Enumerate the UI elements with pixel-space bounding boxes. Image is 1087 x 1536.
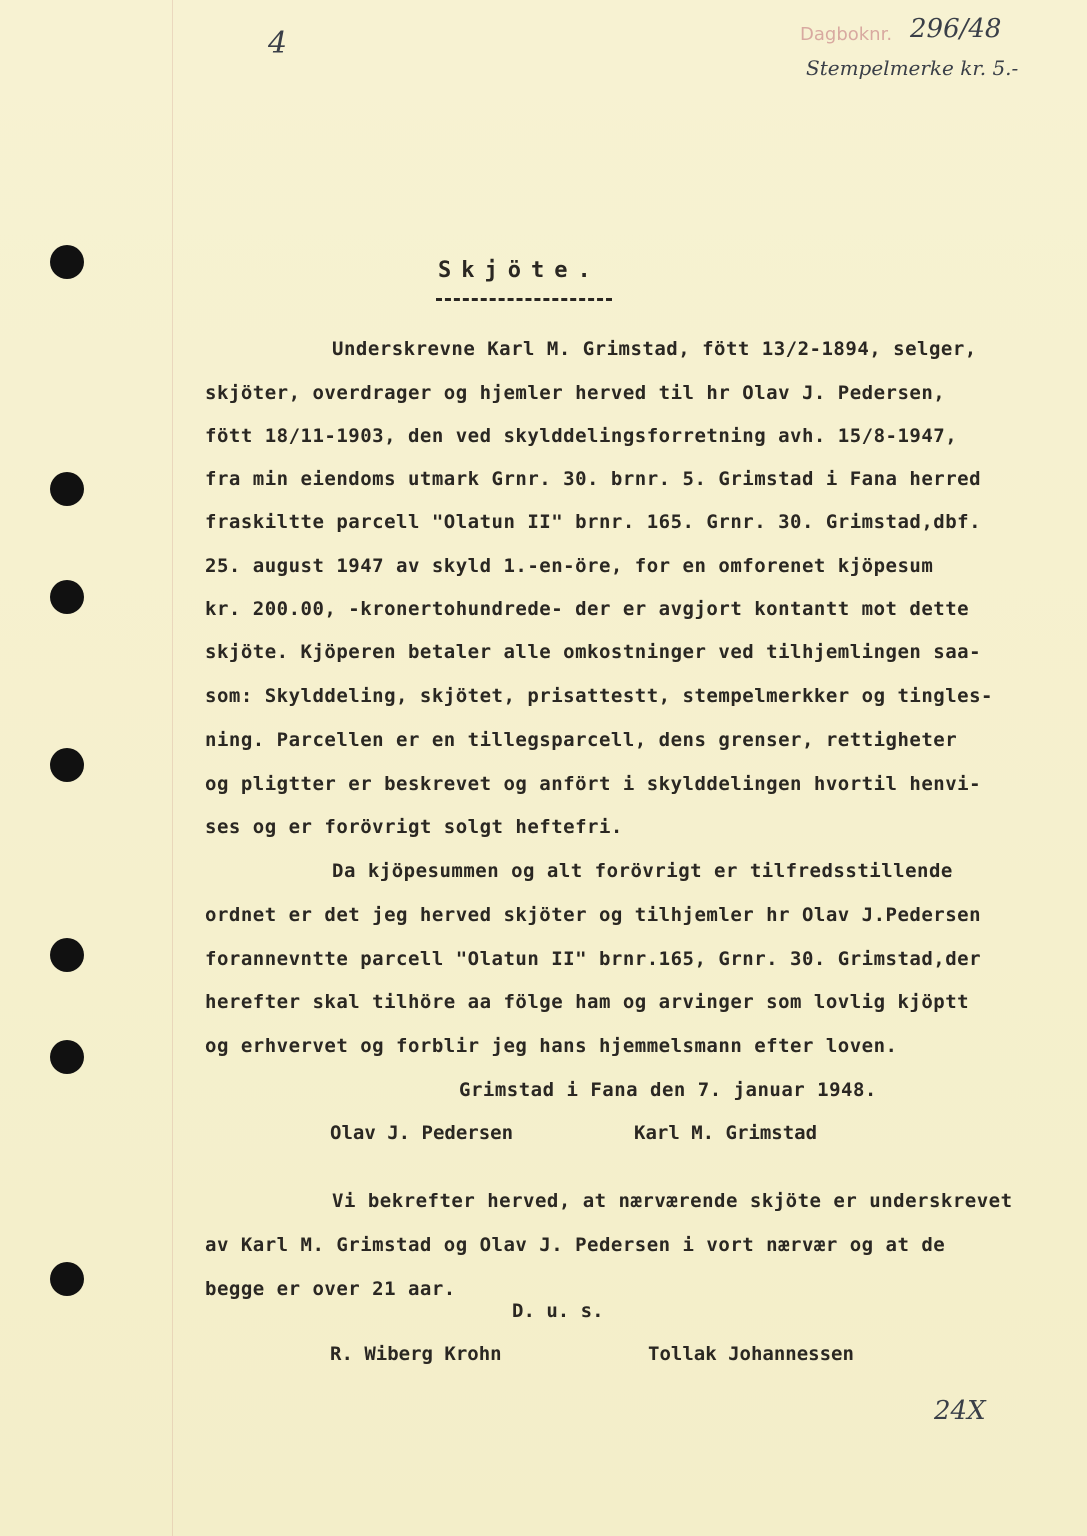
closing-abbrev: D. u. s.: [512, 1300, 604, 1322]
body-line: ordnet er det jeg herved skjöter og tilhjemler hr Olav J.Pedersen: [205, 904, 982, 926]
body-line: og erhvervet og forblir jeg hans hjemmelsmann efter loven.: [205, 1035, 898, 1057]
body-line: 25. august 1947 av skyld 1.-en-öre, for en omforenet kjöpesum: [205, 555, 934, 577]
corner-note: 4: [268, 26, 288, 61]
witness-line: av Karl M. Grimstad og Olav J. Pedersen i vort nærvær og at de: [205, 1234, 946, 1256]
body-line: skjöte. Kjöperen betaler alle omkostninger ved tilhjemlingen saa-: [205, 641, 982, 663]
body-line: fraskiltte parcell "Olatun II" brnr. 165. Grnr. 30. Grimstad,dbf.: [205, 511, 982, 533]
body-line: ses og er forövrigt solgt heftefri.: [205, 816, 623, 838]
journal-stamp-label: Dagboknr.: [800, 24, 893, 45]
witness-line: Vi bekrefter herved, at nærværende skjöte er underskrevet: [332, 1190, 1013, 1212]
body-line: Da kjöpesummen og alt forövrigt er tilfredsstillende: [332, 860, 953, 882]
corner-mark: 24X: [934, 1396, 986, 1426]
punch-hole-icon: [50, 245, 84, 279]
punch-hole-icon: [50, 748, 84, 782]
punch-hole-icon: [50, 580, 84, 614]
witness-signature-left: R. Wiberg Krohn: [330, 1343, 502, 1365]
body-line: skjöter, overdrager og hjemler herved til hr Olav J. Pedersen,: [205, 382, 946, 404]
margin-line: [172, 0, 173, 1536]
stamp-note: Stempelmerke kr. 5.-: [806, 56, 1019, 80]
punch-hole-icon: [50, 1262, 84, 1296]
signature-seller: Karl M. Grimstad: [634, 1122, 818, 1144]
punch-hole-icon: [50, 1040, 84, 1074]
body-line: og pligtter er beskrevet og anfört i skylddelingen hvortil henvi-: [205, 773, 982, 795]
body-line: kr. 200.00, -kronertohundrede- der er avgjort kontantt mot dette: [205, 598, 970, 620]
witness-signature-right: Tollak Johannessen: [648, 1343, 854, 1365]
witness-line: begge er over 21 aar.: [205, 1278, 456, 1300]
body-line: som: Skylddeling, skjötet, prisattestt, stempelmerkker og tingles-: [205, 685, 993, 707]
body-line: fra min eiendoms utmark Grnr. 30. brnr. 5. Grimstad i Fana herred: [205, 468, 982, 490]
punch-hole-icon: [50, 938, 84, 972]
punch-hole-icon: [50, 472, 84, 506]
body-line: herefter skal tilhöre aa fölge ham og arvinger som lovlig kjöptt: [205, 991, 970, 1013]
body-line: Underskrevne Karl M. Grimstad, fött 13/2-1894, selger,: [332, 338, 977, 360]
journal-number: 296/48: [910, 14, 1002, 44]
document-title: Skjöte.: [438, 258, 601, 283]
place-date-line: Grimstad i Fana den 7. januar 1948.: [459, 1079, 877, 1101]
body-line: fött 18/11-1903, den ved skylddelingsforretning avh. 15/8-1947,: [205, 425, 958, 447]
signature-buyer: Olav J. Pedersen: [330, 1122, 514, 1144]
title-underline: [436, 298, 612, 301]
body-line: forannevntte parcell "Olatun II" brnr.165, Grnr. 30. Grimstad,der: [205, 948, 982, 970]
body-line: ning. Parcellen er en tillegsparcell, dens grenser, rettigheter: [205, 729, 958, 751]
